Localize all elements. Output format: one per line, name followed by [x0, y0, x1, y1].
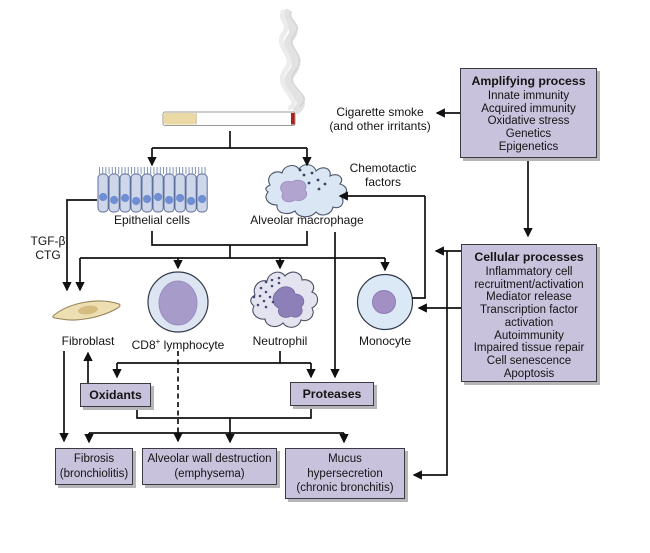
line-monocyte-chemotactic-loop [412, 196, 425, 298]
cellular-processes-title: Cellular processes [474, 250, 584, 264]
amplifying-process-box: Amplifying process Innate immunity Acquired immunity Oxidative stress Genetics Epigenetics [460, 68, 597, 158]
alveolar-wall-destruction-box: Alveolar wall destruction (emphysema) [142, 448, 277, 485]
epithelial-cells-label: Epithelial cells [113, 213, 191, 227]
proteases-box: Proteases [290, 382, 374, 406]
alveolar-macrophage-label: Alveolar macrophage [250, 213, 364, 227]
smoke-wisps-icon [281, 12, 304, 110]
cellular-processes-box: Cellular processes Inflammatory cell recruitment/activation Mediator release Transcription factor activation Autoimmunity Impaired tissue repair Cell senescence Apoptosis [461, 244, 597, 382]
tgf-ctg-label: TGF-β CTG [30, 234, 66, 262]
monocyte-label: Monocyte [358, 334, 412, 348]
line-epithelial-macrophage-join [152, 231, 307, 245]
line-neutrophil-split [117, 351, 311, 363]
epithelial-cells-icon [98, 171, 207, 213]
neutrophil-label: Neutrophil [252, 334, 308, 348]
oxidants-box: Oxidants [80, 383, 151, 407]
mucus-hypersecretion-box: Mucus hypersecretion (chronic bronchitis) [285, 448, 405, 499]
cd8-lymphocyte-label: CD8+ lymphocyte [131, 337, 225, 352]
line-cell-distribution [80, 245, 385, 258]
neutrophil-icon [251, 272, 318, 327]
cd8-lymphocyte-icon [148, 272, 208, 332]
line-oxidant-protease-merge [137, 406, 311, 418]
cigarette-icon [163, 112, 295, 126]
chemotactic-factors-label: Chemotactic factors [349, 161, 417, 189]
cigarette-smoke-label: Cigarette smoke (and other irritants) [329, 105, 431, 133]
monocyte-icon [358, 275, 413, 330]
fibroblast-icon [53, 301, 120, 320]
line-cigarette-split [152, 131, 307, 148]
fibroblast-label: Fibroblast [61, 334, 115, 348]
line-outcome-distribution [89, 418, 344, 433]
arrow-cellular-to-mucus [414, 251, 447, 475]
fibrosis-box: Fibrosis (bronchiolitis) [55, 448, 133, 485]
amplifying-process-title: Amplifying process [471, 74, 586, 88]
